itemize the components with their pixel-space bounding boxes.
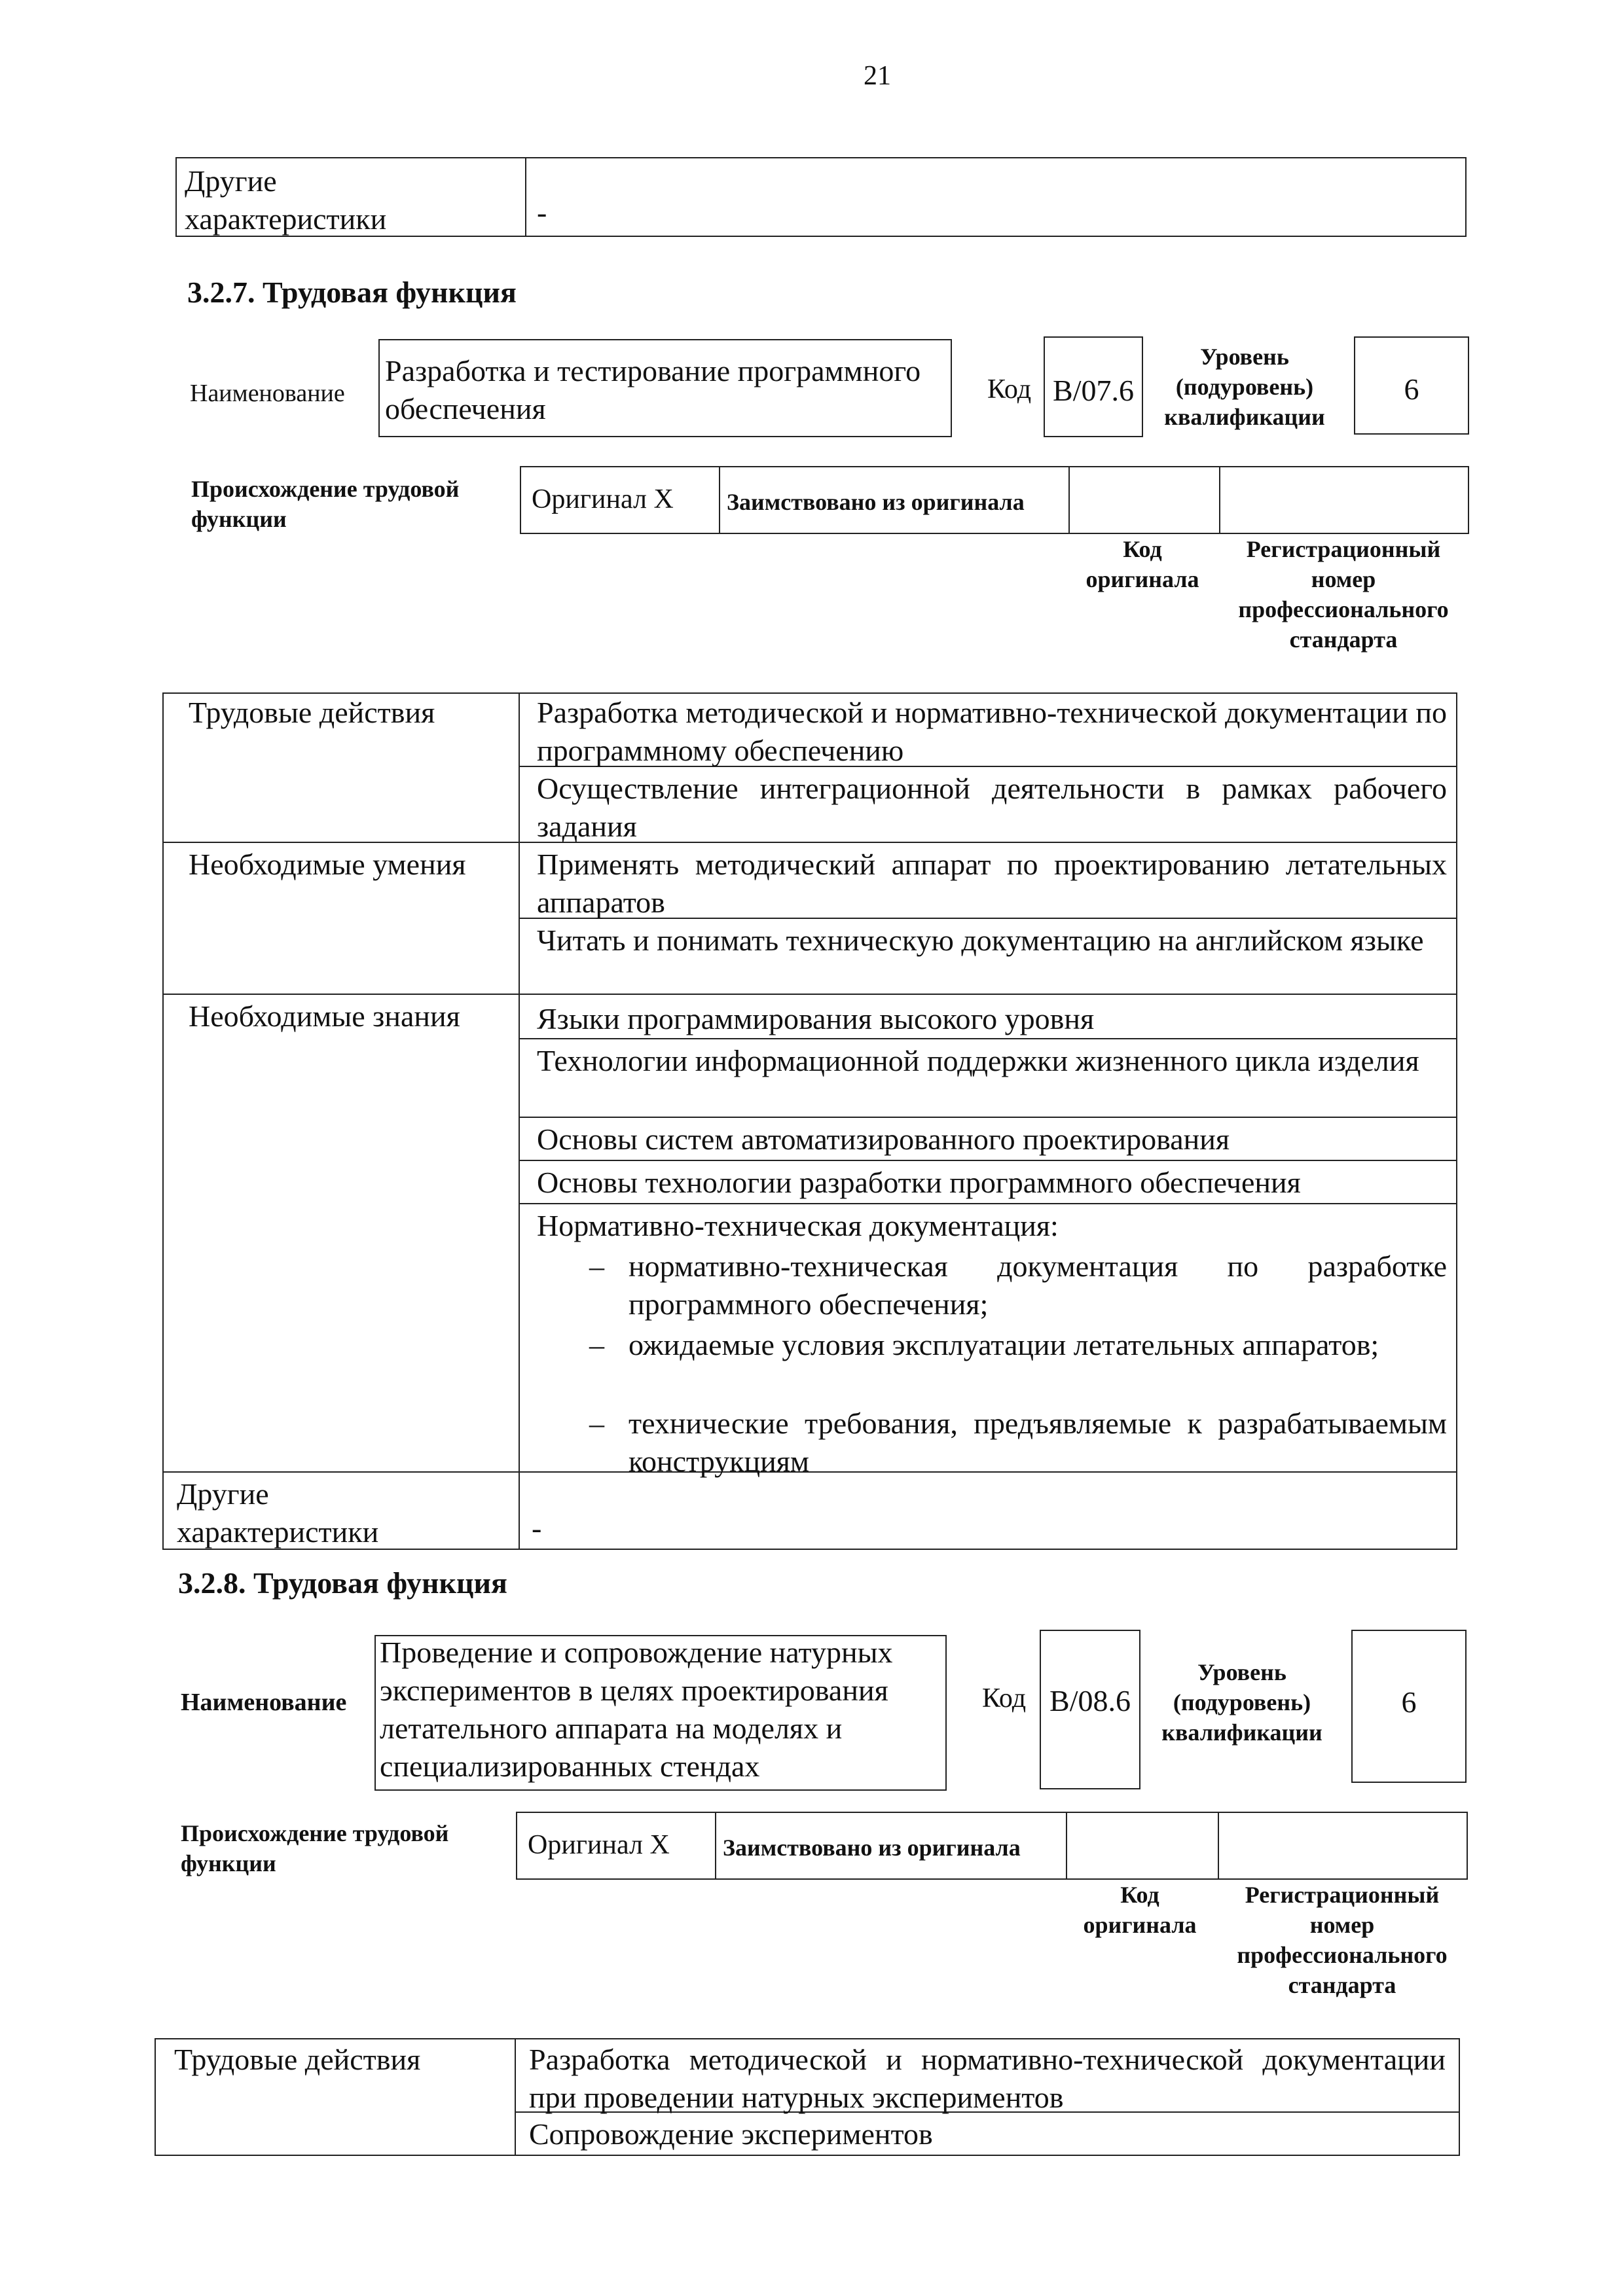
- origin-label-327: Происхождение трудовой функции: [191, 476, 460, 532]
- skill-item: Применять методический аппарат по проектированию летательных аппаратов: [537, 848, 1447, 919]
- code-value-328: B/08.6: [1049, 1684, 1131, 1717]
- skill-item: Читать и понимать техническую документацию на английском языке: [537, 924, 1424, 957]
- action-item: Разработка методической и нормативно-технической документации по программному обеспечению: [537, 696, 1447, 767]
- name-value-328: Проведение и сопровождение натурных экспериментов в целях проектирования летательного аппарата на моделях и специализированных стендах: [380, 1636, 893, 1783]
- ntd-list-item: – технические требования, предъявляемые к разрабатываемым конструкциям: [589, 1407, 1447, 1478]
- page-number: 21: [864, 61, 891, 91]
- name-label-327: Наименование: [190, 380, 345, 407]
- prev-other-label: Другие характеристики: [185, 164, 387, 236]
- level-value-328: 6: [1401, 1685, 1417, 1719]
- code-original-label-327: Код оригинала: [1085, 536, 1199, 592]
- origin-label-328: Происхождение трудовой функции: [181, 1820, 449, 1876]
- ntd-list-item: – ожидаемые условия эксплуатации летательных аппаратов;: [589, 1328, 1379, 1361]
- knowledge-item: Языки программирования высокого уровня: [537, 1002, 1095, 1035]
- other-value-327: -: [532, 1511, 542, 1545]
- level-label-328: Уровень (подуровень) квалификации: [1161, 1659, 1322, 1746]
- reg-number-label-327: Регистрационный номер профессионального стандарта: [1238, 536, 1449, 653]
- knowledge-item: Технологии информационной поддержки жизненного цикла изделия: [537, 1044, 1419, 1077]
- code-original-label-328: Код оригинала: [1083, 1882, 1197, 1938]
- reg-number-label-328: Регистрационный номер профессионального стандарта: [1237, 1882, 1448, 1998]
- borrowed-cell-328: Заимствовано из оригинала: [723, 1835, 1021, 1861]
- actions-label-328: Трудовые действия: [174, 2043, 421, 2076]
- borrowed-cell-327: Заимствовано из оригинала: [727, 489, 1025, 515]
- skills-label-327: Необходимые умения: [189, 848, 466, 881]
- action-item: Сопровождение экспериментов: [529, 2117, 933, 2151]
- knowledge-item: Основы систем автоматизированного проектирования: [537, 1122, 1230, 1156]
- actions-label-327: Трудовые действия: [189, 696, 435, 729]
- action-item: Разработка методической и нормативно-технической документации при проведении натурных экспериментов: [529, 2043, 1446, 2114]
- knowledge-label-327: Необходимые знания: [189, 999, 460, 1033]
- section-heading-327: 3.2.7. Трудовая функция: [187, 276, 517, 309]
- code-value-327: B/07.6: [1053, 374, 1134, 407]
- level-value-327: 6: [1404, 372, 1419, 406]
- code-label-327: Код: [987, 374, 1032, 404]
- section-heading-328: 3.2.8. Трудовая функция: [178, 1566, 507, 1600]
- name-value-327: Разработка и тестирование программного обеспечения: [385, 354, 921, 425]
- action-item: Осуществление интеграционной деятельности в рамках рабочего задания: [537, 772, 1447, 843]
- prev-other-value: -: [537, 196, 547, 229]
- knowledge-item: Основы технологии разработки программного обеспечения: [537, 1166, 1301, 1199]
- level-label-327: Уровень (подуровень) квалификации: [1164, 344, 1325, 430]
- original-cell-327: Оригинал Х: [532, 484, 674, 514]
- code-label-328: Код: [982, 1683, 1027, 1713]
- ntd-title: Нормативно-техническая документация:: [537, 1209, 1059, 1242]
- original-cell-328: Оригинал Х: [528, 1830, 670, 1860]
- name-label-328: Наименование: [181, 1689, 347, 1716]
- ntd-list-item: – нормативно-техническая документация по разработке программного обеспечения;: [589, 1249, 1447, 1321]
- other-label-327: Другие характеристики: [177, 1477, 379, 1549]
